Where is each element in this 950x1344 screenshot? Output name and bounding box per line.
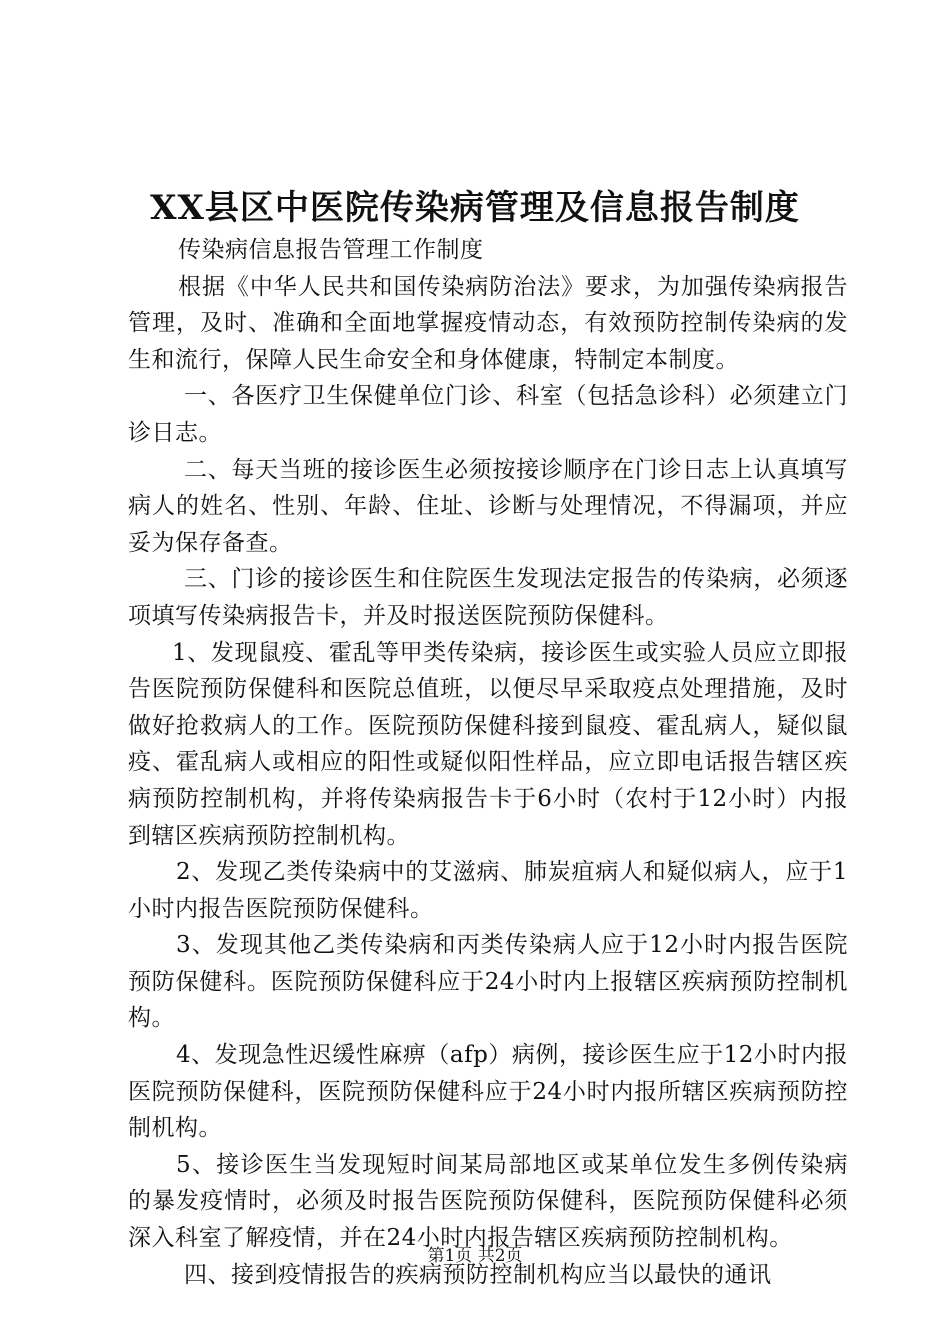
page-number: 第1页 共2页: [427, 1246, 523, 1266]
paragraph-sub-5: 5、接诊医生当发现短时间某局部地区或某单位发生多例传染病的暴发疫情时，必须及时报告医院预防保健科，医院预防保健科必须深入科室了解疫情，并在24小时内报告辖区疾病预防控制机构。: [128, 1151, 848, 1252]
paragraph-item-1: 一、各医疗卫生保健单位门诊、科室（包括急诊科）必须建立门诊日志。: [128, 383, 848, 446]
paragraph-sub-2: 2、发现乙类传染病中的艾滋病、肺炭疽病人和疑似病人，应于1小时内报告医院预防保健科。: [128, 859, 848, 922]
document-title: XX县区中医院传染病管理及信息报告制度: [150, 188, 800, 228]
paragraph-item-2: 二、每天当班的接诊医生必须按接诊顺序在门诊日志上认真填写病人的姓名、性别、年龄、住址、诊断与处理情况，不得漏项，并应妥为保存备查。: [128, 456, 848, 556]
paragraph-item-4: 四、接到疫情报告的疾病预防控制机构应当以最快的通讯: [184, 1261, 772, 1288]
subtitle: 传染病信息报告管理工作制度: [178, 237, 484, 263]
paragraph-sub-4: 4、发现急性迟缓性麻痹（afp）病例，接诊医生应于12小时内报医院预防保健科，医院预防保健科应于24小时内报所辖区疾病预防控制机构。: [128, 1042, 848, 1142]
paragraph-sub-3: 3、发现其他乙类传染病和丙类传染病人应于12小时内报告医院预防保健科。医院预防保健科应于24小时内上报辖区疾病预防控制机构。: [128, 932, 848, 1032]
paragraph-intro: 根据《中华人民共和国传染病防治法》要求，为加强传染病报告管理，及时、准确和全面地掌握疫情动态，有效预防控制传染病的发生和流行，保障人民生命安全和身体健康，特制定本制度。: [128, 273, 848, 373]
paragraph-sub-1: 1、发现鼠疫、霍乱等甲类传染病，接诊医生或实验人员应立即报告医院预防保健科和医院总值班，以便尽早采取疫点处理措施，及时做好抢救病人的工作。医院预防保健科接到鼠疫、霍乱病人，疑似鼠疫、霍乱病人或相应的阳性或疑似阳性样品，应立即电话报告辖区疾病预防控制机构，并将传染病报告卡于6小时（农村于12小时）内报到辖区疾病预防控制机构。: [128, 639, 848, 849]
document-body: [128, 232, 848, 1293]
paragraph-item-3: 三、门诊的接诊医生和住院医生发现法定报告的传染病，必须逐项填写传染病报告卡，并及时报送医院预防保健科。: [128, 566, 848, 629]
